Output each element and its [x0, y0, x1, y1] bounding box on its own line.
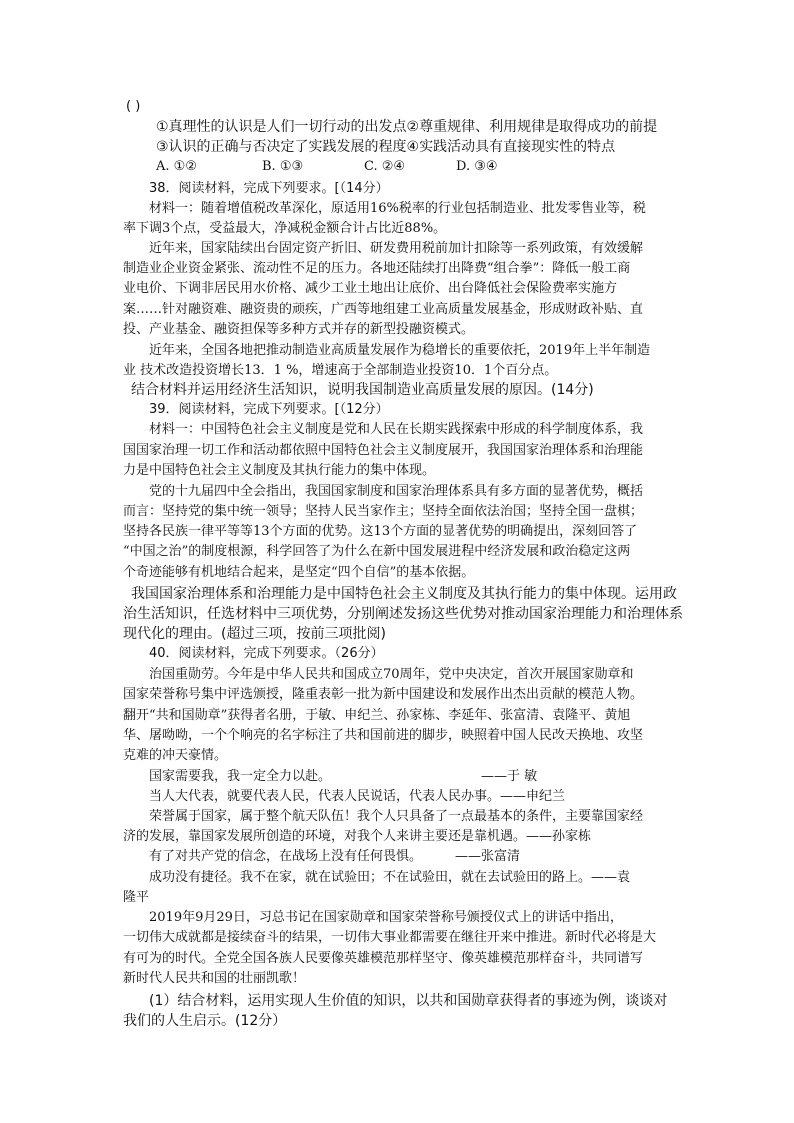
q40-material-line: 治国重勋劳。今年是中华人民共和国成立70周年，党中央决定，首次开展国家勋章和 — [149, 667, 634, 682]
q39-material-line: 个奇迹能够有机地结合起来，是坚定“四个自信”的基本依据。 — [123, 565, 475, 580]
quote-shen-jilan: 当人大代表，就要代表人民，代表人民说话，代表人民办事。——申纪兰 — [149, 789, 566, 804]
q39-question-line: 治生活知识，任选材料中三项优势，分别阐述发扬这些优势对推动国家治理能力和治理体系 — [123, 606, 683, 622]
q40-sub1-question-line: 我们的人生启示。(12分） — [123, 1013, 287, 1029]
q38-material-line: 业电价、下调非居民用水价格、减少工业土地出让底价、出台降低社会保险费率实施方 — [123, 281, 618, 296]
answer-parentheses: ( ) — [126, 99, 141, 114]
option-statements-1-2: ①真理性的认识是人们一切行动的出发点②尊重规律、利用规律是取得成功的前提 — [156, 119, 658, 135]
choice-a: A. ①② — [156, 159, 197, 174]
q38-material-line: 近年来，国家陆续出台固定资产折旧、研发费用税前加计扣除等一系列政策，有效缓解 — [149, 241, 644, 256]
quote-yu-min: 国家需要我，我一定全力以赴。 — [149, 769, 332, 784]
q40-material-line: 华、屠呦呦，一个个响亮的名字标注了共和国前进的脚步，映照着中国人民改天换地、攻坚 — [123, 728, 644, 743]
quote-zhang-fuqing: 有了对共产党的信念，在战场上没有任何畏惧。 — [149, 849, 423, 864]
quote-yu-min-signature: ——于 敏 — [481, 769, 538, 784]
q38-material-line: 材料一：随着增值税改革深化，原适用16%税率的行业包括制造业、批发零售业等，税 — [149, 201, 646, 216]
quote-sun-jiadong-line: 济的发展，靠国家发展所创造的环境，对我个人来讲主要还是靠机遇。——孙家栋 — [123, 829, 592, 844]
quote-yuan-longping-line: 隆平 — [123, 890, 150, 905]
quote-sun-jiadong-line: 荣誉属于国家，属于整个航天队伍！我个人只具备了一点最基本的条件，主要靠国家经 — [149, 809, 644, 824]
quote-zhang-fuqing-signature: ——张富清 — [455, 849, 521, 864]
q39-material-line: 党的十九届四中全会指出，我国国家制度和国家治理体系具有多方面的显著优势，概括 — [149, 484, 644, 499]
q38-material-line: 业 技术改造投资增长13．1 %，增速高于全部制造业投资10．1个百分点。 — [123, 363, 558, 378]
q39-heading: 39．阅读材料，完成下列要求。[（12分） — [149, 402, 389, 417]
q38-question: 结合材料并运用经济生活知识，说明我国制造业高质量发展的原因。(14分) — [131, 382, 594, 398]
q38-heading: 38．阅读材料，完成下列要求。[（14分） — [149, 181, 389, 196]
q38-material-line: 率下调3个点，受益最大，净减税金额合计占比近88%。 — [123, 221, 447, 236]
choice-d: D. ③④ — [456, 159, 498, 174]
q39-question-line: 现代化的理由。(超过三项，按前三项批阅) — [123, 626, 386, 642]
q40-material2-line: 新时代人民共和国的壮丽凯歌！ — [123, 971, 306, 986]
choice-b: B. ①③ — [262, 159, 304, 174]
q39-material-line: “中国之治”的制度根源，科学回答了为什么在新中国发展进程中经济发展和政治稳定这两 — [123, 544, 631, 559]
q39-material-line: 坚持各民族一律平等等13个方面的优势。这13个方面的显著优势的明确提出，深刻回答了 — [123, 524, 638, 539]
q40-heading: 40．阅读材料，完成下列要求。（26分） — [149, 646, 384, 661]
q38-material-line: 案……针对融资难、融资贵的顽疾，广西等地组建工业高质量发展基金，形成财政补贴、直 — [123, 302, 644, 317]
q39-material-line: 国国家治理一切工作和活动都依照中国特色社会主义制度展开，我国国家治理体系和治理能 — [123, 443, 644, 458]
choice-c: C. ②④ — [364, 159, 406, 174]
q39-material-line: 材料一：中国特色社会主义制度是党和人民在长期实践探索中形成的科学制度体系，我 — [149, 422, 644, 437]
q40-material-line: 国家荣誉称号集中评选颁授，隆重表彰一批为新中国建设和发展作出杰出贡献的模范人物。 — [123, 687, 644, 702]
q40-material-line: 翻开“共和国勋章”获得者名册，于敏、申纪兰、孙家栋、李延年、张富清、袁隆平、黄旭 — [123, 708, 631, 723]
q40-material2-line: 2019年9月29日，习总书记在国家勋章和国家荣誉称号颁授仪式上的讲话中指出， — [149, 910, 623, 925]
q40-material-line: 克难的冲天豪情。 — [123, 748, 228, 763]
option-statements-3-4: ③认识的正确与否决定了实践发展的程度④实践活动具有直接现实性的特点 — [156, 139, 616, 155]
quote-yuan-longping-line: 成功没有捷径。我不在家，就在试验田；不在试验田，就在去试验田的路上。——袁 — [149, 870, 631, 885]
q40-sub1-question-line: (1）结合材料，运用实现人生价值的知识，以共和国勋章获得者的事迹为例，谈谈对 — [149, 993, 668, 1009]
q39-material-line: 而言：坚持党的集中统一领导；坚持人民当家作主；坚持全面依法治国；坚持全国一盘棋； — [123, 504, 644, 519]
q40-material2-line: 有可为的时代。全党全国各族人民要像英雄模范那样坚守、像英雄模范那样奋斗，共同谱写 — [123, 951, 644, 966]
q39-material-line: 力是中国特色社会主义制度及其执行能力的集中体现。 — [123, 463, 436, 478]
q38-material-line: 制造业企业资金紧张、流动性不足的压力。各地还陆续打出降费“组合拳”：降低一般工商 — [123, 261, 631, 276]
q39-question-line: 我国国家治理体系和治理能力是中国特色社会主义制度及其执行能力的集中体现。运用政 — [131, 586, 677, 602]
q38-material-line: 近年来，全国各地把推动制造业高质量发展作为稳增长的重要依托，2019年上半年制造 — [149, 343, 651, 358]
q40-material2-line: 一切伟大成就都是接续奋斗的结果，一切伟大事业都需要在继往开来中推进。新时代必将是大 — [123, 930, 657, 945]
q38-material-line: 投、产业基金、融资担保等多种方式并存的新型投融资模式。 — [123, 322, 475, 337]
